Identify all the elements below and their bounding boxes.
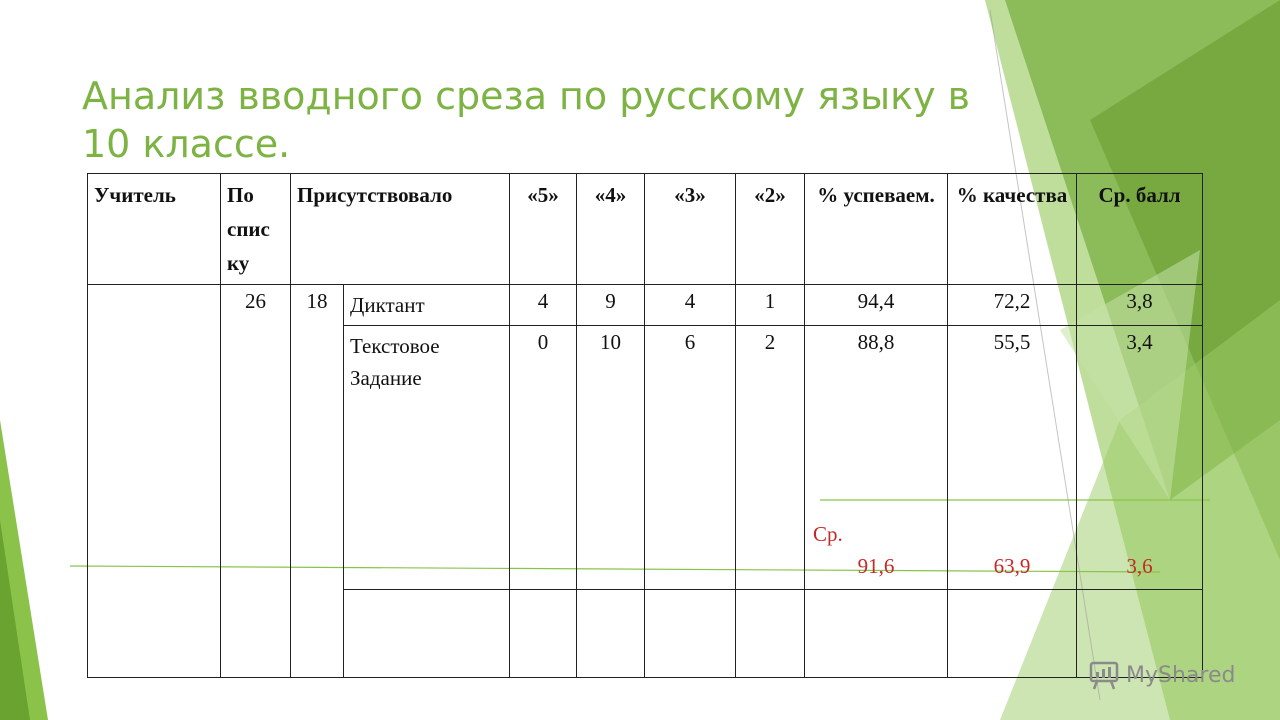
myshared-watermark	[1088, 658, 1235, 692]
empty-cell	[805, 590, 948, 678]
average-pct-quality: 63,9	[993, 554, 1031, 578]
empty-cell	[510, 590, 577, 678]
grade-5-cell: 4	[510, 285, 577, 326]
pct-quality-cell: 72,2	[948, 285, 1077, 326]
empty-cell	[344, 590, 510, 678]
task-name-cell: Текстовое Задание	[344, 326, 510, 590]
header-by-list: По спис ку	[221, 174, 291, 285]
header-avg-score: Ср. балл	[1077, 174, 1203, 285]
empty-cell	[948, 590, 1077, 678]
by-list-cell: 26	[221, 285, 291, 678]
avg-score-cell	[1077, 326, 1203, 590]
table-row	[88, 285, 1203, 326]
present-cell: 18	[291, 285, 344, 678]
pct-quality-value: 55,5	[993, 330, 1031, 354]
grade-4-cell: 10	[577, 326, 645, 590]
table-header-row	[88, 174, 1203, 285]
teacher-cell	[88, 285, 221, 678]
avg-score-value: 3,4	[1126, 330, 1153, 354]
average-avg-score: 3,6	[1126, 554, 1153, 578]
header-pct-quality: % качества	[948, 174, 1077, 285]
header-teacher: Учитель	[88, 174, 221, 285]
slide-title: Анализ вводного среза по русскому языку в 10 классе.	[82, 74, 971, 166]
empty-cell	[645, 590, 736, 678]
empty-cell	[577, 590, 645, 678]
header-pct-pass: % успеваем.	[805, 174, 948, 285]
grade-3-cell: 4	[645, 285, 736, 326]
presentation-board-icon	[1088, 659, 1120, 691]
pct-pass-cell: 94,4	[805, 285, 948, 326]
avg-score-cell: 3,8	[1077, 285, 1203, 326]
header-grade-3: «3»	[645, 174, 736, 285]
grade-2-cell: 2	[736, 326, 805, 590]
header-grade-2: «2»	[736, 174, 805, 285]
grade-2-cell: 1	[736, 285, 805, 326]
pct-pass-value: 88,8	[857, 330, 895, 354]
grade-3-cell: 6	[645, 326, 736, 590]
pct-quality-cell	[948, 326, 1077, 590]
pct-pass-cell	[805, 326, 948, 590]
watermark-brand: MyShared	[1126, 662, 1236, 688]
average-pct-pass: 91,6	[857, 554, 895, 578]
header-grade-4: «4»	[577, 174, 645, 285]
grade-5-cell: 0	[510, 326, 577, 590]
header-grade-5: «5»	[510, 174, 577, 285]
header-present: Присутствовало	[291, 174, 510, 285]
grade-4-cell: 9	[577, 285, 645, 326]
analysis-table	[87, 173, 1203, 678]
task-name-cell: Диктант	[344, 285, 510, 326]
empty-cell	[736, 590, 805, 678]
average-label: Ср.	[813, 522, 843, 546]
